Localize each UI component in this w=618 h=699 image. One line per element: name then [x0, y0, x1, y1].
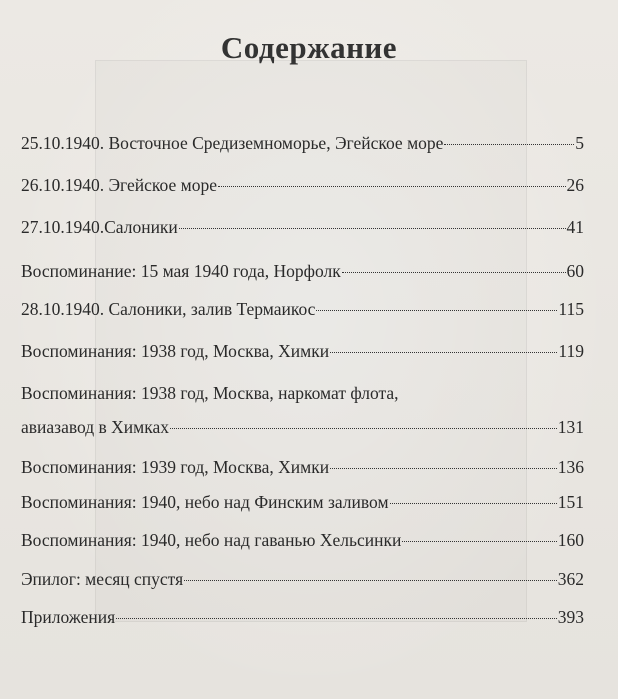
toc-page-number: 131 [557, 417, 584, 437]
toc-page-number: 119 [558, 341, 584, 361]
toc-entry-label: 28.10.1940. Салоники, залив Термаикос [21, 299, 316, 319]
dot-leader [342, 271, 566, 273]
dot-leader [330, 467, 557, 469]
toc-entry-label: Воспоминания: 1938 год, Москва, Химки [21, 341, 330, 361]
toc-entry [21, 605, 584, 629]
toc-entry [21, 339, 584, 363]
toc-page-number: 115 [558, 299, 584, 319]
toc-page-number: 60 [566, 261, 584, 281]
toc-entry-label: Воспоминания: 1939 год, Москва, Химки [21, 457, 330, 477]
page-title: Содержание [220, 30, 398, 65]
toc-entry-label: Воспоминание: 15 мая 1940 года, Норфолк [21, 261, 341, 281]
toc-entry [21, 259, 584, 283]
toc-entry [21, 528, 584, 552]
dot-leader [444, 143, 574, 145]
toc-page-number: 160 [557, 530, 584, 550]
toc-page-number: 26 [566, 175, 584, 195]
toc-page-number: 151 [557, 492, 584, 512]
dot-leader [116, 617, 557, 619]
toc-entry [21, 490, 584, 514]
toc-entry [21, 567, 584, 591]
dot-leader [184, 579, 557, 581]
toc-page-number: 136 [557, 457, 584, 477]
dot-leader [316, 309, 557, 311]
toc-page-number: 362 [557, 569, 584, 589]
dot-leader [402, 540, 556, 542]
toc-entry-label: авиазавод в Химках [21, 417, 169, 437]
toc-entry [21, 173, 584, 197]
toc-entry [21, 455, 584, 479]
toc-entry [21, 297, 584, 321]
toc-entry-label: Воспоминания: 1940, небо над Финским заливом [21, 492, 389, 512]
dot-leader [218, 185, 566, 187]
dot-leader [170, 427, 557, 429]
toc-page-number: 41 [566, 217, 584, 237]
toc-entry-multiline [21, 381, 584, 439]
toc-entry-label: 27.10.1940.Салоники [21, 217, 178, 237]
toc-page-number: 5 [575, 133, 584, 153]
dot-leader [390, 502, 557, 504]
toc-entry-label: Эпилог: месяц спустя [21, 569, 184, 589]
toc-entry-label: 26.10.1940. Эгейское море [21, 175, 217, 195]
toc-entry [21, 215, 584, 239]
toc-entry [21, 131, 584, 155]
dot-leader [179, 227, 566, 229]
toc-entry-label: Приложения [21, 607, 116, 627]
toc-entry-label: 25.10.1940. Восточное Средиземноморье, Эгейское море [21, 133, 444, 153]
toc-entry-label: Воспоминания: 1940, небо над гаванью Хельсинки [21, 530, 402, 550]
dot-leader [330, 351, 557, 353]
toc-page-number: 393 [557, 607, 584, 627]
toc-entry-label-line1: Воспоминания: 1938 год, Москва, наркомат флота, [21, 383, 399, 403]
